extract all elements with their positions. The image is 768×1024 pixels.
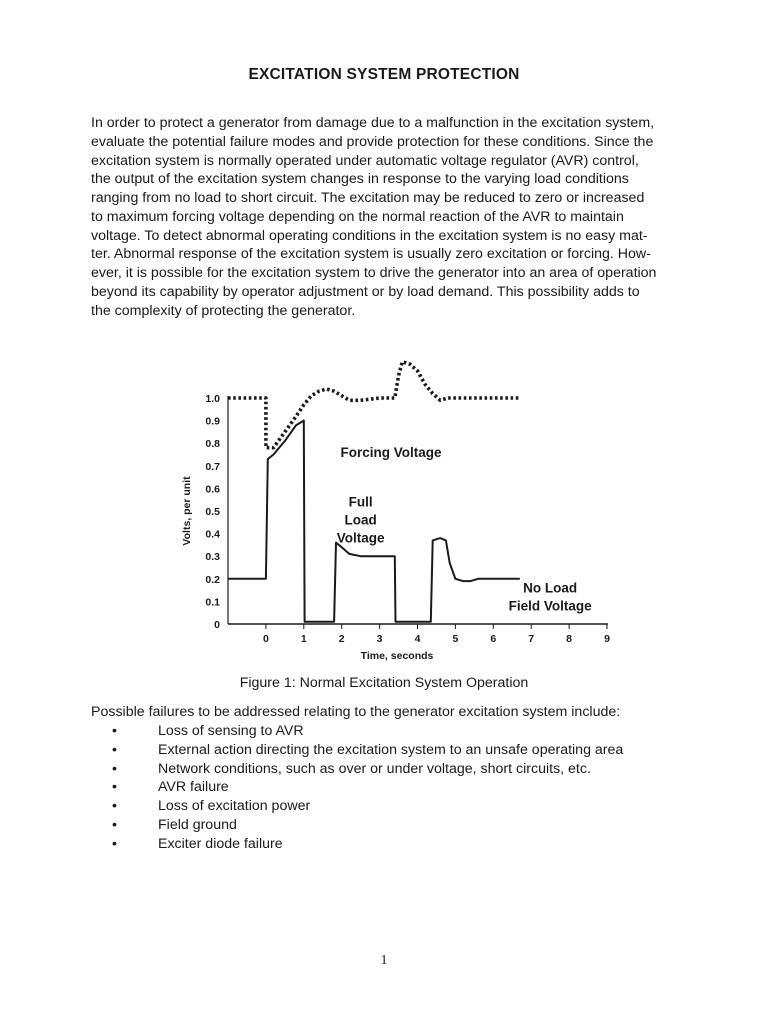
intro-line: to maximum forcing voltage depending on the normal reaction of the AVR to maintain <box>91 208 624 225</box>
x-axis-label: Time, seconds <box>360 650 434 662</box>
x-tick-label: 3 <box>376 633 383 645</box>
failures-intro: Possible failures to be addressed relating to the generator excitation system include: <box>91 704 621 720</box>
intro-line: the complexity of protecting the generator. <box>91 302 356 319</box>
list-item: • Exciter diode failure <box>112 835 623 854</box>
y-axis-label: Volts, per unit <box>181 476 193 546</box>
intro-line: In order to protect a generator from damage due to a malfunction in the excitation system, <box>91 115 655 131</box>
x-tick-label: 1 <box>300 633 307 645</box>
x-tick-label: 6 <box>490 633 497 645</box>
x-tick-label: 0 <box>262 633 269 645</box>
list-item: • External action directing the excitation system to an unsafe operating area <box>112 741 623 760</box>
intro-line: the output of the excitation system changes in response to the varying load conditions <box>91 171 629 188</box>
x-tick-label: 4 <box>414 633 421 645</box>
x-tick-label: 2 <box>338 633 345 645</box>
terminal-voltage-line <box>228 362 520 448</box>
list-item: • Network conditions, such as over or under voltage, short circuits, etc. <box>112 760 623 779</box>
y-tick-label: 0.4 <box>205 528 220 541</box>
y-tick-label: 0.6 <box>205 483 220 496</box>
list-item: • Field ground <box>112 816 623 835</box>
chart-annotation: Voltage <box>336 530 385 546</box>
x-tick-label: 7 <box>528 633 535 645</box>
page-title: EXCITATION SYSTEM PROTECTION <box>248 66 520 83</box>
intro-line: voltage. To detect abnormal operating conditions in the excitation system is no easy mat- <box>91 227 648 244</box>
list-item: • Loss of excitation power <box>112 797 623 816</box>
y-tick-label: 0.2 <box>205 573 220 586</box>
intro-line: ter. Abnormal response of the excitation system is usually zero excitation or forcing. How- <box>91 246 651 263</box>
intro-line: ever, it is possible for the excitation system to drive the generator into an area of operation <box>91 265 657 281</box>
y-tick-label: 0.3 <box>205 551 220 564</box>
y-tick-label: 1.0 <box>205 393 220 405</box>
y-tick-label: 0.1 <box>205 596 220 609</box>
x-tick-label: 9 <box>604 633 610 645</box>
list-item: • Loss of sensing to AVR <box>112 722 623 741</box>
page-number: 1 <box>380 953 388 968</box>
figure-caption: Figure 1: Normal Excitation System Operation <box>239 675 529 691</box>
y-tick-label: 0.7 <box>205 460 220 473</box>
chart-annotation: Forcing Voltage <box>340 444 442 460</box>
x-tick-label: 8 <box>566 633 573 645</box>
chart-annotation: Field Voltage <box>508 598 592 614</box>
y-tick-label: 0.5 <box>205 506 220 518</box>
chart-annotation: Full <box>348 494 373 510</box>
intro-paragraph <box>91 114 695 320</box>
intro-line: beyond its capability by operator adjustment or by load demand. This possibility adds to <box>91 283 640 300</box>
intro-line: evaluate the potential failure modes and provide protection for these conditions. Since the <box>91 133 654 150</box>
x-tick-label: 5 <box>452 633 459 645</box>
intro-line: excitation system is normally operated under automatic voltage regulator (AVR) control, <box>91 152 639 169</box>
y-tick-label: 0 <box>214 619 220 631</box>
y-tick-label: 0.8 <box>205 438 220 451</box>
excitation-chart <box>0 336 768 666</box>
chart-annotation: Load <box>344 512 377 528</box>
chart-annotation: No Load <box>523 580 578 596</box>
intro-line: ranging from no load to short circuit. The excitation may be reduced to zero or increased <box>91 190 645 206</box>
failure-list <box>112 722 623 853</box>
list-item: • AVR failure <box>112 778 623 797</box>
y-tick-label: 0.9 <box>205 415 220 428</box>
